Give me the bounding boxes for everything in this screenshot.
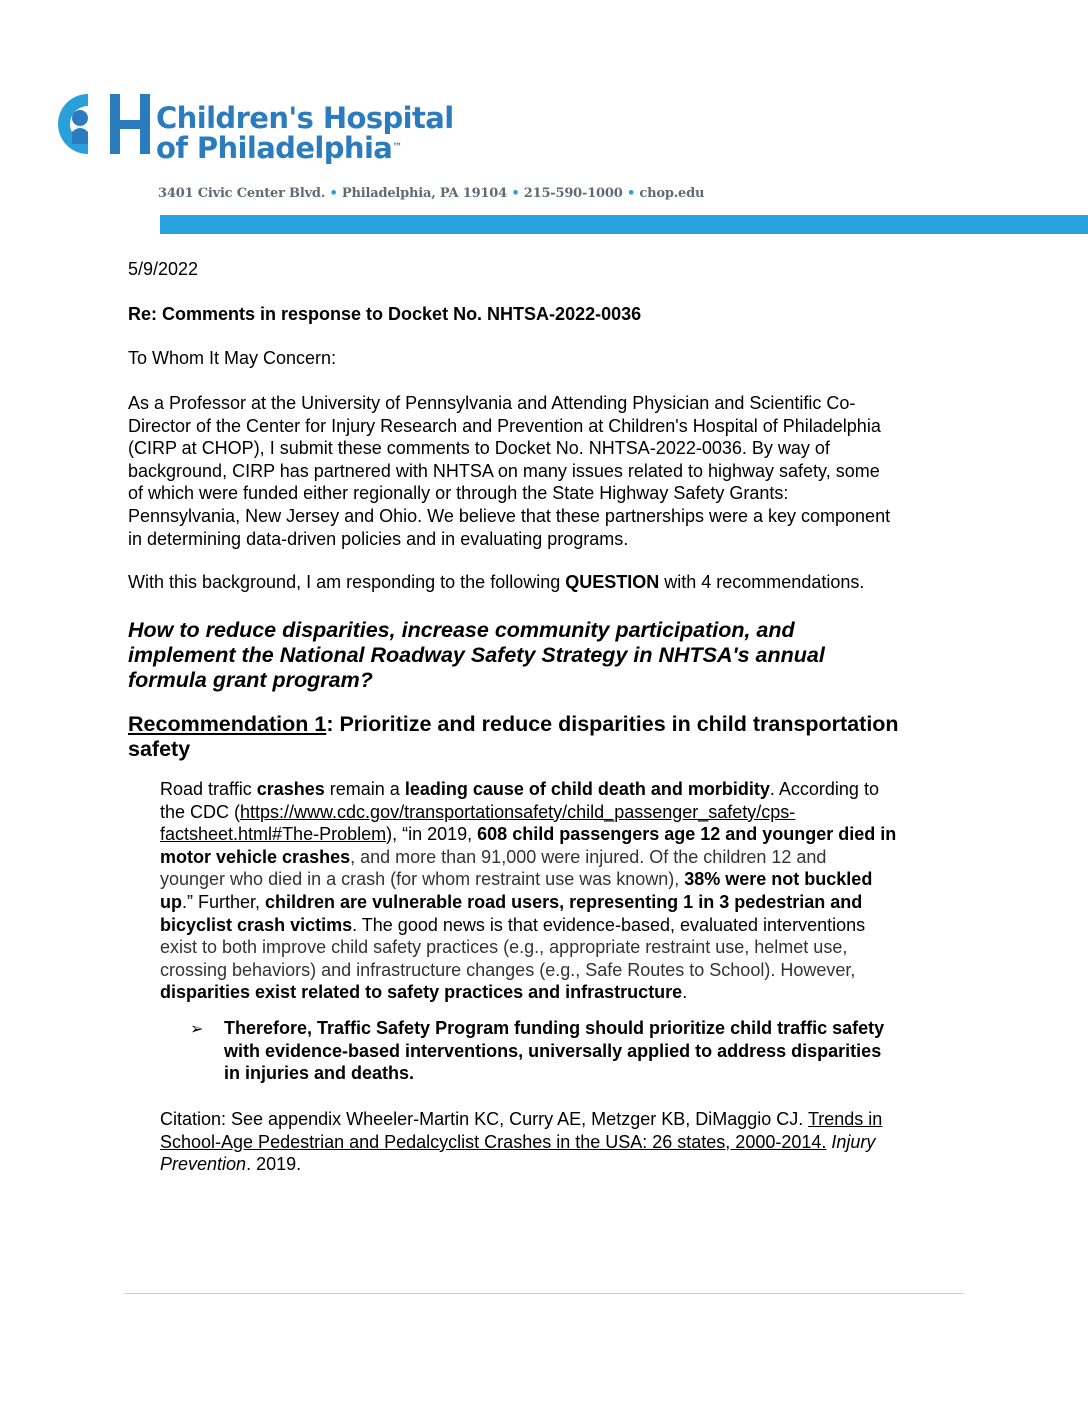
recommendation-1-heading: Recommendation 1: Prioritize and reduce disparities in child transportation safety bbox=[128, 712, 899, 761]
intro-paragraph: As a Professor at the University of Pennsylvania and Attending Physician and Scientific Co- Director of the Center for Injury Research and Prevention at Children's Hospital of Philadelphia (CIRP at CHOP), I submit these comments to Docket No. NHTSA-2022-0036. By way of background, CIRP has partnered with NHTSA on many issues related to highway safety, some of which were funded either regionally or through the State Highway Safety Grants: Pennsylvania, New Jersey and Ohio. We believe that these partnerships were a key component in determining data-driven policies and in evaluating programs. bbox=[128, 393, 891, 549]
citation: Citation: See appendix Wheeler-Martin KC, Curry AE, Metzger KB, DiMaggio CJ. Trends in School-Age Pedestrian and Pedalcyclist Crashes in the USA: 26 states, 2000-2014. Injury Prevention. 2019. bbox=[160, 1109, 883, 1175]
arrow-bullet-icon: ➢ bbox=[190, 1021, 204, 1038]
salutation: To Whom It May Concern: bbox=[128, 348, 337, 368]
org-name bbox=[156, 103, 454, 163]
recommendation-1-bullet: Therefore, Traffic Safety Program funding should prioritize child traffic safety with evidence-based interventions, universally applied to address disparities in injuries and deaths. bbox=[224, 1018, 885, 1084]
citation-title-continued: School-Age Pedestrian and Pedalcyclist Crashes in the USA: 26 states, 2000-2014. bbox=[160, 1131, 827, 1152]
chop-logo bbox=[52, 88, 162, 160]
logo-h-bar bbox=[110, 120, 150, 129]
header-bar bbox=[160, 215, 1088, 234]
phone-number: 215-590-1000 bbox=[523, 186, 623, 201]
cdc-link-continued[interactable]: factsheet.html#The-Problem bbox=[160, 824, 387, 845]
cdc-link[interactable]: https://www.cdc.gov/transportationsafety/child_passenger_safety/cps- bbox=[240, 801, 796, 822]
logo-child-head bbox=[72, 110, 88, 126]
recommendation-1-label: Recommendation 1 bbox=[128, 712, 327, 736]
letter-date: 5/9/2022 bbox=[128, 259, 199, 279]
address-line: 3401 Civic Center Blvd. • Philadelphia, PA 19104 • 215-590-1000 • chop.edu bbox=[158, 186, 705, 201]
recommendation-1-body: Road traffic crashes remain a leading cause of child death and morbidity. According to the CDC (https://www.cdc.gov/transportationsafety/child_passenger_safety/cps- factsheet.html#The-Problem), “in 2019, 608 child passengers age 12 and younger died in motor vehicle crashes, and more than 91,000 were injured. Of the children 12 and younger who died in a crash (for whom restraint use was known), 38% were not buckled up.” Further, children are vulnerable road users, representing 1 in 3 pedestrian and bicyclist crash victims. The good news is that evidence-based, evaluated interventions exist to both improve child safety practices (e.g., appropriate restraint use, helmet use, crossing behaviors) and infrastructure changes (e.g., Safe Routes to School). However, disparities exist related to safety practices and infrastructure. bbox=[160, 779, 897, 1003]
logo-child-body bbox=[72, 128, 88, 144]
org-name-line1: Children's Hospital bbox=[156, 101, 454, 135]
background-paragraph: With this background, I am responding to the following QUESTION with 4 recommendations. bbox=[128, 572, 865, 592]
city-address: Philadelphia, PA 19104 bbox=[341, 186, 507, 201]
question-heading: How to reduce disparities, increase community participation, and implement the National Roadway Safety Strategy in NHTSA's annual formula grant program? bbox=[128, 618, 825, 692]
org-name-line2: of Philadelphia™ bbox=[156, 131, 402, 165]
footer-divider bbox=[124, 1293, 964, 1294]
re-line: Re: Comments in response to Docket No. NHTSA-2022-0036 bbox=[128, 304, 642, 324]
street-address: 3401 Civic Center Blvd. bbox=[158, 186, 326, 201]
citation-title: Trends in bbox=[807, 1109, 883, 1129]
website: chop.edu bbox=[639, 186, 705, 201]
